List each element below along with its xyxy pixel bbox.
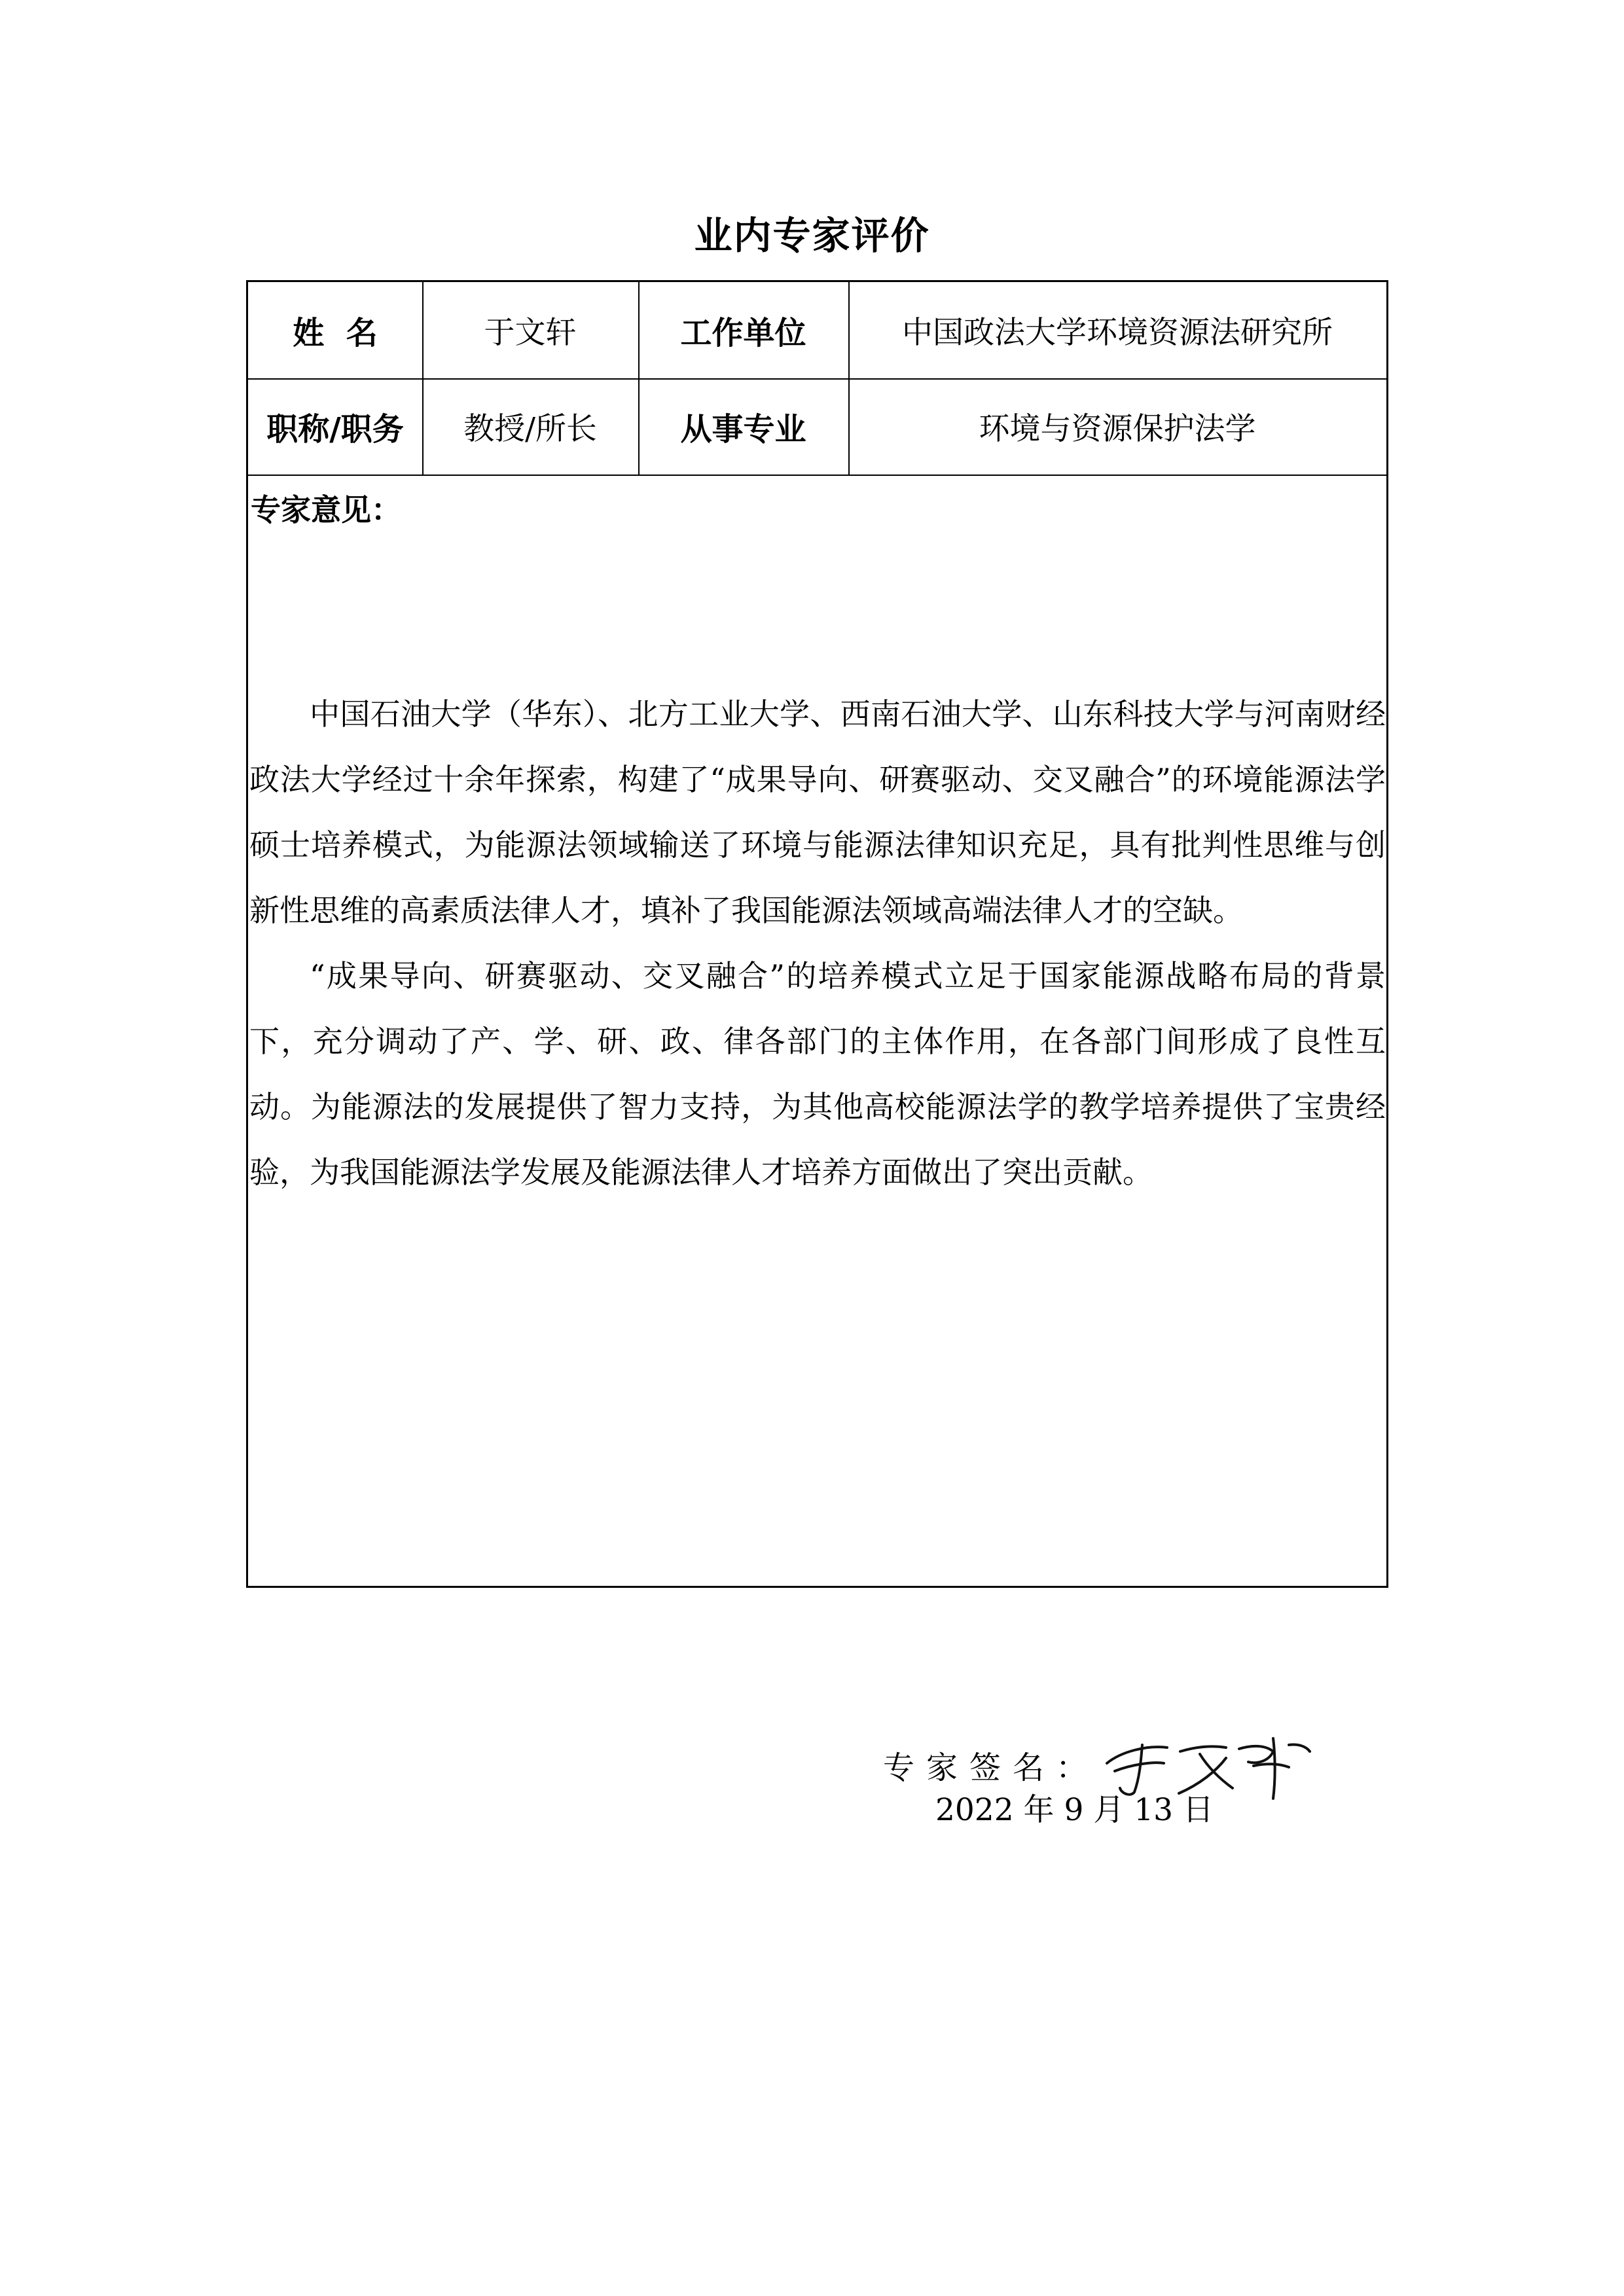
employer-label: 工作单位	[680, 315, 806, 351]
specialty-value: 环境与资源保护法学	[979, 411, 1256, 447]
row2-bottom-border	[248, 475, 1386, 476]
opinion-paragraph-1: 中国石油大学（华东）、北方工业大学、西南石油大学、山东科技大学与河南财经政法大学经过十余年探索，构建了“成果导向、研赛驱动、交叉融合”的环境能源法学硕士培养模式，为能源法领域输送了环境与能源法律知识充足，具有批判性思维与创新性思维的高素质法律人才，填补了我国能源法领域高端法律人才的空缺。	[249, 696, 1386, 928]
name-label: 姓 名	[293, 315, 378, 351]
signature-date: 2022 年 9 月 13 日	[935, 1792, 1214, 1828]
opinion-label: 专家意见：	[251, 492, 401, 528]
opinion-text	[249, 681, 1386, 1205]
employer-value: 中国政法大学环境资源法研究所	[902, 315, 1333, 351]
opinion-paragraph-2: “成果导向、研赛驱动、交叉融合”的培养模式立足于国家能源战略布局的背景下，充分调动了产、学、研、政、律各部门的主体作用，在各部门间形成了良性互动。为能源法的发展提供了智力支持，为其他高校能源法学的教学培养提供了宝贵经验，为我国能源法学发展及能源法律人才培养方面做出了突出贡献。	[249, 958, 1386, 1190]
title-value: 教授/所长	[463, 411, 597, 447]
title-label: 职称/职务	[266, 411, 404, 448]
signature-label: 专家签名：	[883, 1749, 1100, 1786]
specialty-label: 从事专业	[680, 411, 806, 448]
name-value: 于文轩	[484, 315, 577, 351]
expert-evaluation-form	[246, 280, 1388, 1828]
page-title: 业内专家评价	[694, 213, 930, 258]
